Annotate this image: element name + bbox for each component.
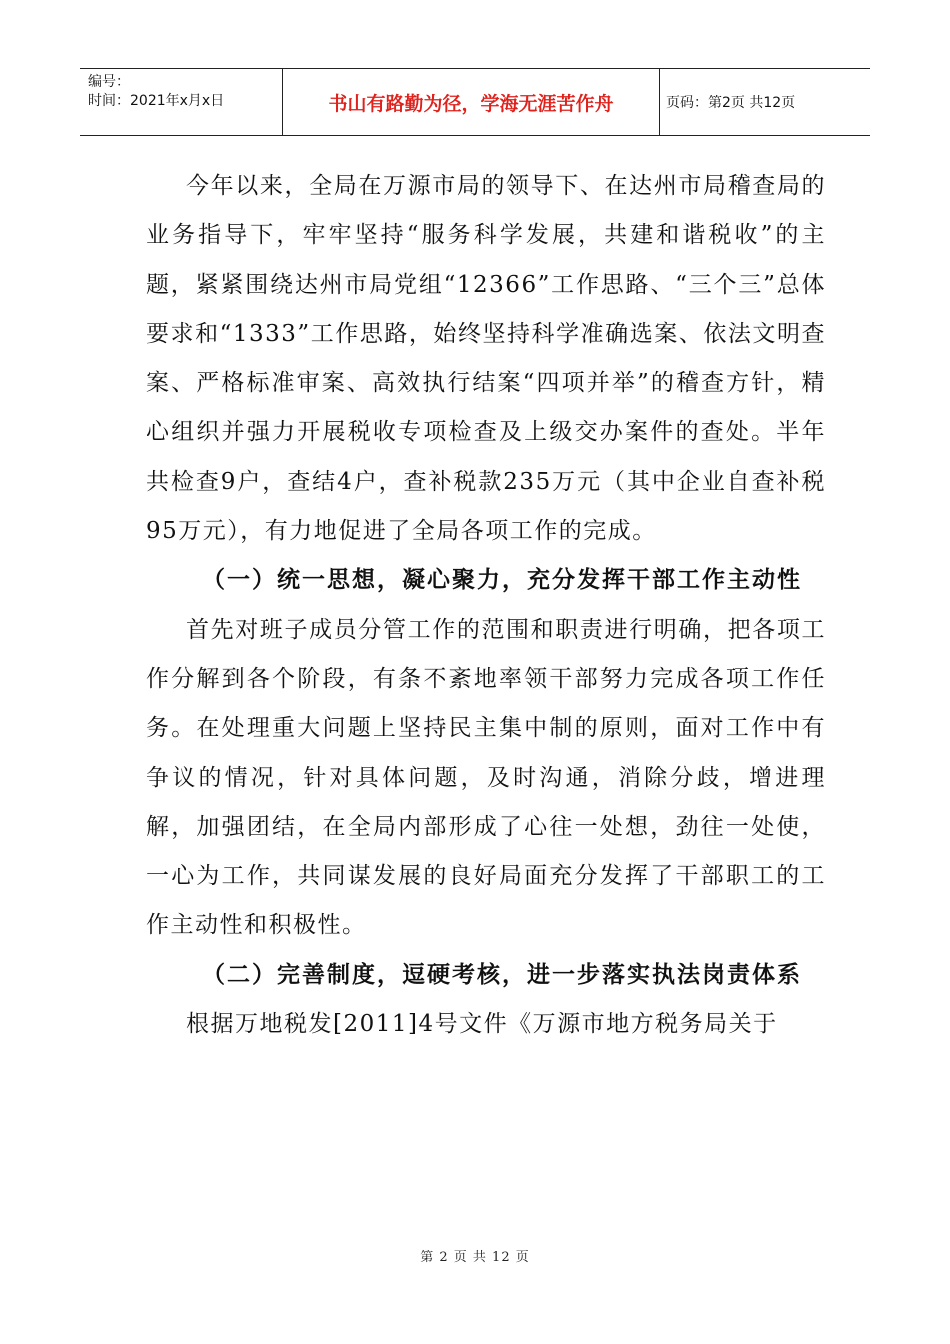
page-header — [80, 68, 870, 136]
header-meta — [80, 69, 282, 135]
document-body — [146, 162, 826, 1049]
time-label: 时间：2021年x月x日 — [88, 93, 225, 109]
header-page-code: 页码：第2页 共12页 — [666, 95, 796, 111]
paragraph-section-1: 首先对班子成员分管工作的范围和职责进行明确，把各项工作分解到各个阶段，有条不紊地率领干部努力完成各项工作任务。在处理重大问题上坚持民主集中制的原则，面对工作中有争议的情况，针对具体问题，及时沟通，消除分歧，增进理解，加强团结，在全局内部形成了心往一处想，劲往一处使，一心为工作，共同谋发展的良好局面充分发挥了干部职工的工作主动性和积极性。 — [146, 616, 826, 939]
paragraph-intro: 今年以来，全局在万源市局的领导下、在达州市局稽查局的业务指导下，牢牢坚持“服务科学发展，共建和谐税收”的主题，紧紧围绕达州市局党组“12366”工作思路、“三个三”总体要求和“1333”工作思路，始终坚持科学准确选案、依法文明查案、严格标准审案、高效执行结案“四项并举”的稽查方针，精心组织并强力开展税收专项检查及上级交办案件的查处。半年共检查9户，查结4户，查补税款235万元（其中企业自查补税95万元），有力地促进了全局各项工作的完成。 — [146, 173, 826, 545]
header-motto: 书山有路勤为径，学海无涯苦作舟 — [282, 69, 660, 135]
number-label: 编号： — [88, 74, 130, 90]
section-heading-2: （二）完善制度，逗硬考核，进一步落实执法岗责体系 — [202, 961, 802, 988]
section-heading-1: （一）统一思想，凝心聚力，充分发挥干部工作主动性 — [202, 567, 802, 594]
page-footer: 第 2 页 共 12 页 — [420, 1250, 530, 1265]
paragraph-section-2: 根据万地税发[2011]4号文件《万源市地方税务局关于 — [186, 1011, 778, 1038]
